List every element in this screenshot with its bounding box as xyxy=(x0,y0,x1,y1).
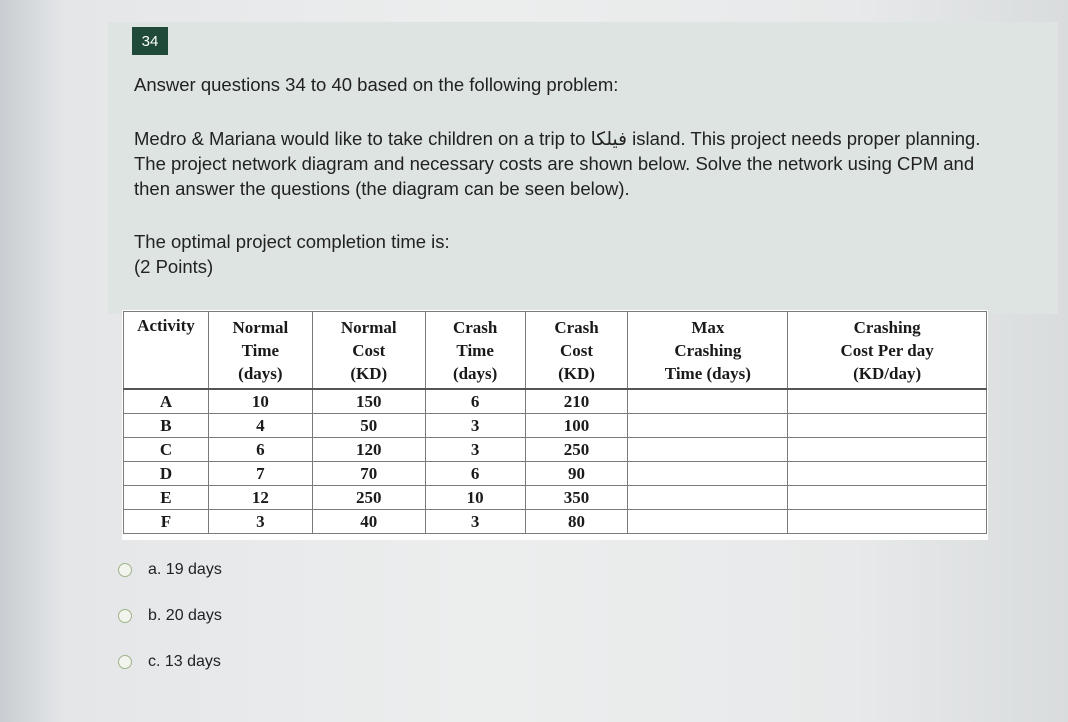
table-cell: 90 xyxy=(525,462,628,486)
column-header-line: Crashing xyxy=(674,340,742,360)
option-a[interactable] xyxy=(118,561,222,579)
column-header xyxy=(425,312,525,390)
table-cell: 50 xyxy=(312,414,425,438)
table-cell xyxy=(788,389,987,414)
table-cell: 6 xyxy=(425,462,525,486)
column-header xyxy=(628,312,788,390)
table-cell: 10 xyxy=(425,486,525,510)
column-header xyxy=(124,312,209,390)
column-header xyxy=(788,312,987,390)
table-cell: 6 xyxy=(208,438,312,462)
table-cell: B xyxy=(124,414,209,438)
table-cell: 3 xyxy=(425,510,525,534)
table-cell: E xyxy=(124,486,209,510)
table-row xyxy=(124,462,987,486)
column-header-line: Time xyxy=(241,340,280,360)
activity-cost-table xyxy=(123,311,987,534)
table-cell: 12 xyxy=(208,486,312,510)
column-header-line: (days) xyxy=(452,363,498,383)
table-cell xyxy=(628,438,788,462)
table-row xyxy=(124,486,987,510)
column-header-line: Crashing xyxy=(853,317,921,337)
table-cell: 150 xyxy=(312,389,425,414)
table-cell: 250 xyxy=(312,486,425,510)
table-cell: 250 xyxy=(525,438,628,462)
option-c-label: c. 13 days xyxy=(148,653,221,670)
table-body xyxy=(124,389,987,534)
column-header-line: Time (days) xyxy=(664,363,751,383)
column-header xyxy=(312,312,425,390)
table-cell xyxy=(788,462,987,486)
question-points: (2 Points) xyxy=(134,256,214,277)
question-prompt: The optimal project completion time is: xyxy=(134,231,450,252)
table-cell xyxy=(628,414,788,438)
option-b-label: b. 20 days xyxy=(148,607,222,624)
table-cell: C xyxy=(124,438,209,462)
table-cell xyxy=(628,486,788,510)
table-cell: D xyxy=(124,462,209,486)
table-header-row xyxy=(124,312,987,390)
column-header-line: (KD) xyxy=(350,363,388,383)
table-cell xyxy=(628,510,788,534)
radio-button[interactable] xyxy=(118,563,132,577)
column-header-line: (KD) xyxy=(558,363,595,383)
table-cell xyxy=(788,486,987,510)
question-number-badge: 34 xyxy=(132,27,168,55)
option-a-label: a. 19 days xyxy=(148,561,222,578)
column-header-line: Crash xyxy=(452,317,498,337)
table-row xyxy=(124,438,987,462)
column-header-line: Max xyxy=(691,317,725,337)
table-cell: 210 xyxy=(525,389,628,414)
column-header xyxy=(525,312,628,390)
column-header-line: (KD/day) xyxy=(853,363,922,383)
column-header-line: Cost xyxy=(352,340,386,360)
radio-button[interactable] xyxy=(118,609,132,623)
table-cell: 3 xyxy=(208,510,312,534)
radio-button[interactable] xyxy=(118,655,132,669)
table-cell: A xyxy=(124,389,209,414)
table-cell: 7 xyxy=(208,462,312,486)
column-header-line: Activity xyxy=(137,316,195,335)
column-header-line: Cost xyxy=(559,340,594,360)
table-row xyxy=(124,414,987,438)
cost-table-image xyxy=(122,310,988,540)
table-cell: 4 xyxy=(208,414,312,438)
column-header-line: Cost Per day xyxy=(840,340,934,360)
option-c[interactable] xyxy=(118,653,221,671)
problem-statement: Medro & Mariana would like to take children on a trip to فيلكا island. This project needs proper planning. The project network diagram and necessary costs are shown below. Solve the network using CPM and then answer the questions (the diagram can be seen below). xyxy=(134,128,981,199)
table-cell xyxy=(788,438,987,462)
column-header-line: Crash xyxy=(554,317,599,337)
option-b[interactable] xyxy=(118,607,222,625)
table-cell xyxy=(628,389,788,414)
column-header xyxy=(208,312,312,390)
table-cell: 10 xyxy=(208,389,312,414)
table-cell: 70 xyxy=(312,462,425,486)
table-row xyxy=(124,389,987,414)
table-cell: 350 xyxy=(525,486,628,510)
table-cell: F xyxy=(124,510,209,534)
table-cell: 40 xyxy=(312,510,425,534)
table-cell xyxy=(788,510,987,534)
table-cell: 100 xyxy=(525,414,628,438)
table-cell: 3 xyxy=(425,414,525,438)
table-cell: 80 xyxy=(525,510,628,534)
table-cell xyxy=(788,414,987,438)
column-header-line: Normal xyxy=(340,317,397,337)
table-cell: 3 xyxy=(425,438,525,462)
table-cell xyxy=(628,462,788,486)
table-cell: 120 xyxy=(312,438,425,462)
question-intro: Answer questions 34 to 40 based on the following problem: xyxy=(134,74,619,95)
column-header-line: (days) xyxy=(238,363,283,383)
table-row xyxy=(124,510,987,534)
table-cell: 6 xyxy=(425,389,525,414)
column-header-line: Normal xyxy=(232,317,289,337)
column-header-line: Time xyxy=(456,340,494,360)
